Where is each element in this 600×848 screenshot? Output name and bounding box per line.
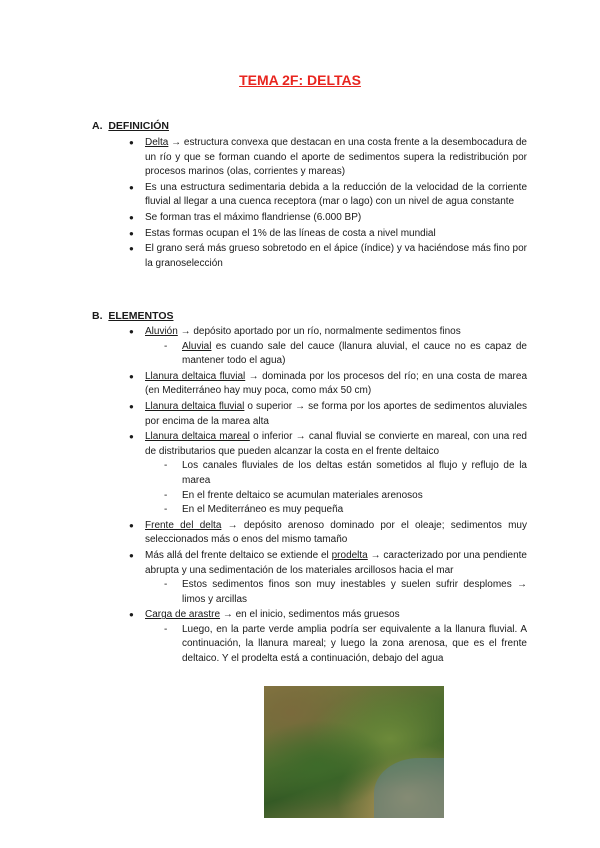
list-item: ● Carga de arastre → en el inicio, sedimentos más gruesos - Luego, en la parte verde amplia podría ser equivalente a la llanura fluvial. A continuación, la llanura mareal; y luego la zona arenosa, que es el frente deltaico. Y el prodelta está a continuación, debajo del agua xyxy=(145,608,527,666)
sub-item: - Estos sedimentos finos son muy inestables y suelen sufrir desplomes → limos y arcillas xyxy=(182,578,527,607)
list-item: ● Llanura deltaica fluvial o superior → se forma por los aportes de sedimentos aluviales por encima de la marea alta xyxy=(145,400,527,429)
section-a-title: DEFINICIÓN xyxy=(108,120,170,132)
section-b-heading xyxy=(92,310,174,322)
list-item: ● Llanura deltaica mareal o inferior → canal fluvial se convierte en mareal, con una red de distributarios que pueden alcanzar la costa en el frente deltaico - Los canales fluviales de los deltas están sometidos al flujo y reflujo de la marea - En el frente deltaico se acumulan materiales arenosos - En el Mediterráneo es muy pequeña xyxy=(145,430,527,518)
sub-item: - Aluvial es cuando sale del cauce (llanura aluvial, el cauce no es capaz de mantener todo el agua) xyxy=(182,340,527,369)
list-item: ● Se forman tras el máximo flandriense (6.000 BP) xyxy=(145,211,527,226)
section-a-heading xyxy=(92,120,169,132)
sub-item: - Luego, en la parte verde amplia podría ser equivalente a la llanura fluvial. A continuación, la llanura mareal; y luego la zona arenosa, que es el frente deltaico. Y el prodelta está a continuación, debajo del agua xyxy=(182,623,527,667)
list-item: ● Frente del delta → depósito arenoso dominado por el oleaje; sedimentos muy seleccionados más o enos del mismo tamaño xyxy=(145,519,527,548)
section-b-list xyxy=(145,325,527,668)
list-item: ● Es una estructura sedimentaria debida a la reducción de la velocidad de la corriente fluvial al llegar a una cuenca receptora (mar o lago) con un nivel de agua constante xyxy=(145,181,527,210)
section-b-letter: B. xyxy=(92,310,103,322)
list-item: ● Llanura deltaica fluvial → dominada por los procesos del río; en una costa de marea (en Mediterráneo hay muy poca, como máx 50 cm) xyxy=(145,370,527,399)
section-a-letter: A. xyxy=(92,120,103,132)
section-b-title: ELEMENTOS xyxy=(108,310,174,322)
list-item: ● Delta → estructura convexa que destacan en una costa frente a la desembocadura de un río y que se forman cuando el aporte de sedimentos supera la redistribución por procesos marinos (olas, corrientes y mareas) xyxy=(145,136,527,180)
delta-satellite-image xyxy=(264,686,444,818)
list-item: ● Más allá del frente deltaico se extiende el prodelta → caracterizado por una pendiente abrupta y una sedimentación de los materiales arcillosos hacia el mar - Estos sedimentos finos son muy inestables y suelen sufrir desplomes → limos y arcillas xyxy=(145,549,527,607)
list-item: ● Estas formas ocupan el 1% de las líneas de costa a nivel mundial xyxy=(145,227,527,242)
section-a-list xyxy=(145,136,527,272)
list-item: ● El grano será más grueso sobretodo en el ápice (índice) y va haciéndose más fino por la granoselección xyxy=(145,242,527,271)
list-item: ● Aluvión → depósito aportado por un río, normalmente sedimentos finos - Aluvial es cuando sale del cauce (llanura aluvial, el cauce no es capaz de mantener todo el agua) xyxy=(145,325,527,369)
sub-item: - En el Mediterráneo es muy pequeña xyxy=(182,503,527,518)
term-delta: Delta xyxy=(145,137,169,148)
page-title: TEMA 2F: DELTAS xyxy=(239,72,361,88)
sea-area xyxy=(374,758,444,818)
sub-item: - Los canales fluviales de los deltas están sometidos al flujo y reflujo de la marea xyxy=(182,459,527,488)
sub-item: - En el frente deltaico se acumulan materiales arenosos xyxy=(182,489,527,504)
